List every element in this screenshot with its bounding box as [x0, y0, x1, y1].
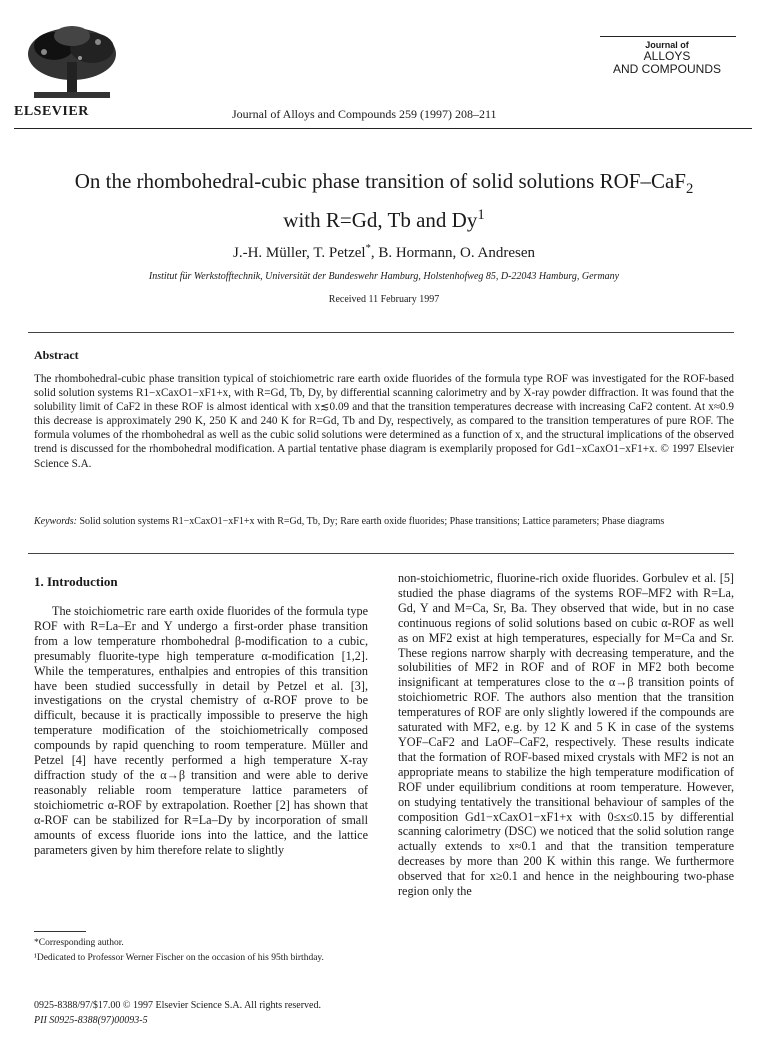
- title-line1: On the rhombohedral-cubic phase transition of solid solutions ROF–CaF: [74, 169, 686, 193]
- body-column-left: [34, 604, 368, 857]
- paper-title: [20, 168, 748, 233]
- abstract-bottom-rule: [28, 553, 734, 554]
- journal-brand-rule: [600, 36, 736, 37]
- header-rule: [14, 128, 752, 129]
- keywords-label: Keywords:: [34, 516, 77, 527]
- received-date: Received 11 February 1997: [328, 294, 440, 305]
- journal-of-label: Journal of: [645, 40, 689, 50]
- issn-copyright: 0925-8388/97/$17.00 © 1997 Elsevier Science S.A. All rights reserved.: [34, 1000, 321, 1011]
- authors-part2: , B. Hormann, O. Andresen: [370, 245, 535, 261]
- intro-paragraph-left: The stoichiometric rare earth oxide fluorides of the formula type ROF with R=La–Er and Y undergo a first-order phase transition from a low temperature rhombohedral β-modification to a cubic, presumably fluorite-type high temperature α-modification [1,2]. While the temperatures, enthalpies and entropies of this transition have been studied successfully in detail by Petzel et al. [3], investigations on the crystal chemistry of α-ROF prove to be difficult, because it is practically impossible to preserve the high temperature modification of the stoichiometrically composed compounds by rapid quenching to room temperature. Müller and Petzel [4] have recently performed a high temperature X-ray diffraction study of the α→β transition and were able to derive reasonably reliable room temperature lattice parameters of stoichiometric α-ROF by extrapolation. Roether [2] has shown that α-ROF can be stabilized for R=La–Dy by incorporation of small amounts of excess fluoride ions into the lattice, and the lattice parameters given by him therefore relate to slightly: [34, 604, 368, 857]
- title-line2: with R=Gd, Tb and Dy: [283, 208, 478, 233]
- authors-part1: J.-H. Müller, T. Petzel: [233, 245, 366, 261]
- author-list: [20, 243, 748, 262]
- intro-paragraph-right: non-stoichiometric, fluorine-rich oxide fluorides. Gorbulev et al. [5] studied the phase diagrams of the systems ROF–MF2 with R=La, Gd, Y and M=Ca, Sr, Ba. They observed that wide, but in no case continuous regions of solid solutions based on cubic α-ROF as well as on MF2 exist at high temperatures, especially for M=Ca and Sr. These regions narrow sharply with decreasing temperature, and the solubilities of MF2 in ROF and of ROF in MF2 both become insignificant at temperatures close to the α→β transition points of stoichiometric ROF. The authors also mention that the transition temperatures of ROF are only slightly lowered if the compounds are saturated with MF2, e.g. by 12 K and 5 K in case of the systems YOF–CaF2 and LaOF–CaF2, respectively. These results indicate that the formation of ROF-based mixed crystals with MF2 is not an appropriate means to stabilize the high temperature modification of ROF under equilibrium conditions at room temperature. However, on studying tentatively the transitional behaviour of samples of the composition Gd1−xCaxO1−xF1+x with 0≤x≤0.15 by differential scanning calorimetry (DSC) we noticed that the solid solution range actually extends to x≈0.1 and that the transition temperature decreases by more than 200 K within this range. We furthermore observed that for x≥0.1 and hence in the neighbouring two-phase region only the: [398, 571, 734, 899]
- corresponding-mark: *: [365, 243, 371, 254]
- section-heading-introduction: 1. Introduction: [34, 574, 118, 589]
- journal-alloys-label: ALLOYS: [643, 49, 691, 63]
- abstract-heading: Abstract: [34, 348, 79, 362]
- title-footnote-mark: 1: [477, 207, 485, 224]
- journal-brand: [598, 40, 736, 76]
- keywords-text: Solid solution systems R1−xCaxO1−xF1+x with R=Gd, Tb, Dy; Rare earth oxide fluorides; Phase transitions; Lattice parameters; Phase diagrams: [76, 516, 665, 527]
- keywords: [34, 515, 734, 528]
- body-column-right: [398, 571, 734, 899]
- pii-identifier: PII S0925-8388(97)00093-5: [34, 1015, 148, 1026]
- journal-citation: Journal of Alloys and Compounds 259 (1997) 208–211: [232, 107, 497, 121]
- publisher-name: ELSEVIER: [14, 104, 89, 119]
- footnote-rule: [34, 931, 86, 932]
- abstract-top-rule: [28, 332, 734, 333]
- footnote-corresponding: *Corresponding author.: [34, 938, 124, 948]
- affiliation: Institut für Werkstofftechnik, Universität der Bundeswehr Hamburg, Holstenhofweg 85, D-22043 Hamburg, Germany: [148, 271, 620, 282]
- footnote-dedication: ¹Dedicated to Professor Werner Fischer on the occasion of his 95th birthday.: [34, 953, 324, 963]
- abstract-text: The rhombohedral-cubic phase transition typical of stoichiometric rare earth oxide fluorides of the formula type ROF was investigated for the ROF-based solid solution systems R1−xCaxO1−xF1+x, with R=Gd, Tb, Dy, by differential scanning calorimetry and by X-ray powder diffraction. It was found that the solubility limit of CaF2 in these ROF is almost identical with x≲0.09 and that the transition temperatures decrease with increasing CaF2 content. At x≈0.9 this decrease is approximately 290 K, 250 K and 240 K for R=Gd, Tb and Dy, respectively, as compared to the transition temperatures of pure ROF. The formula volumes of the rhombohedral as well as the cubic solid solutions were determined as a function of x, and the structural implications of the observed trend is discussed for the rhombohedral modification. A partial tentative phase diagram is exemplarily proposed for Gd1−xCaxO1−xF1+x. © 1997 Elsevier Science S.A.: [34, 373, 734, 470]
- journal-compounds-label: AND COMPOUNDS: [612, 62, 721, 76]
- title-subscript: 2: [685, 181, 694, 198]
